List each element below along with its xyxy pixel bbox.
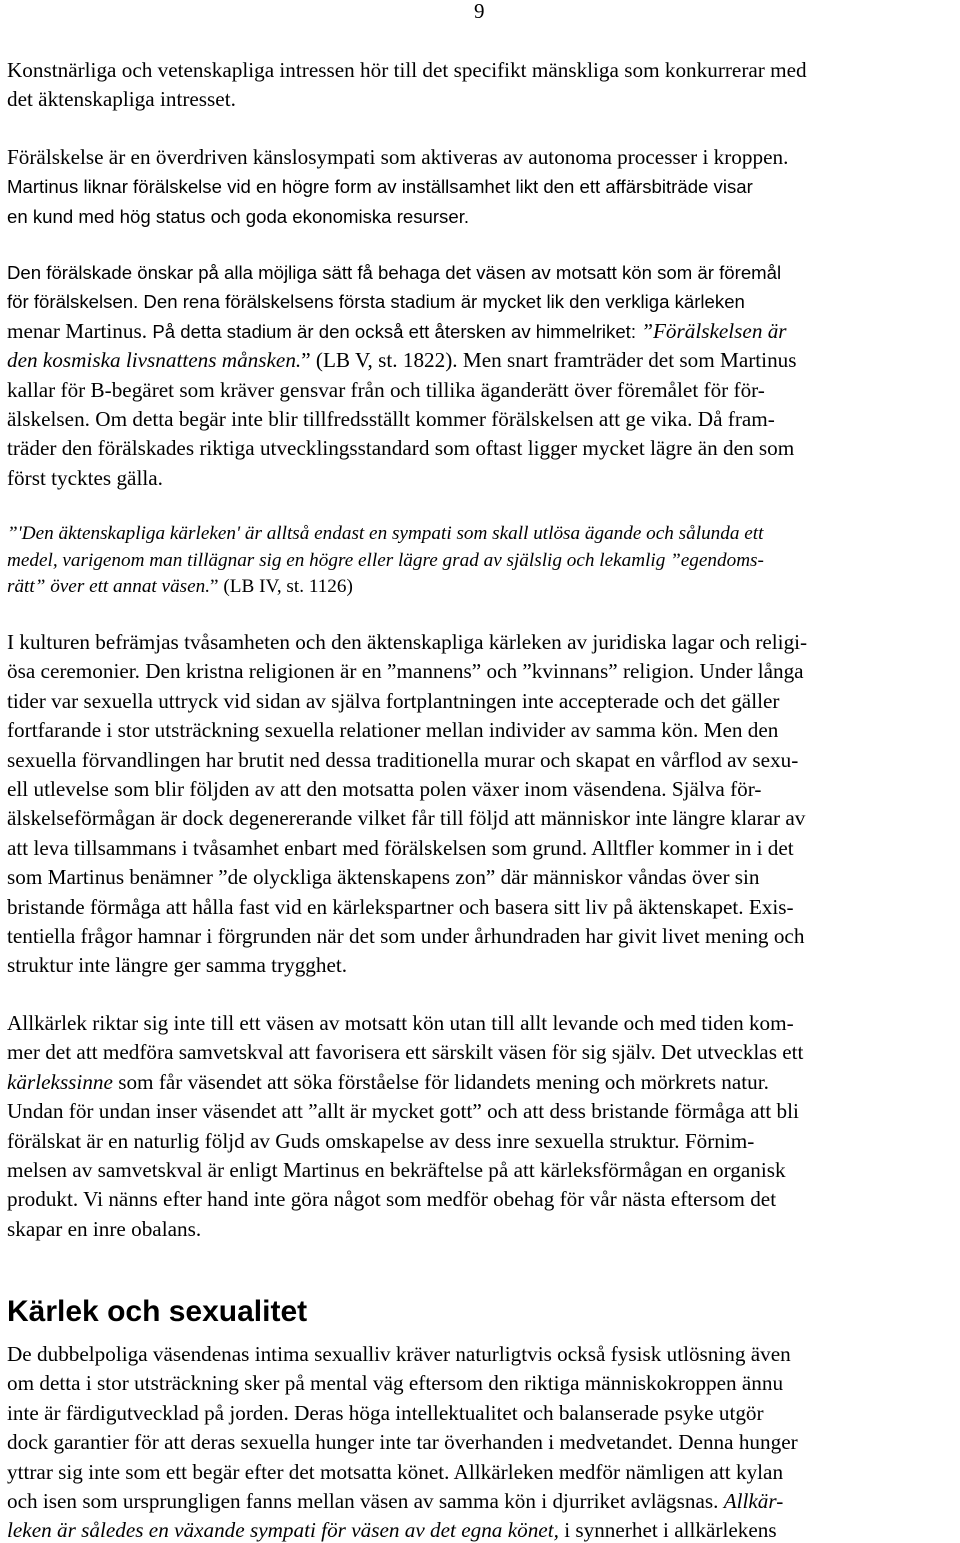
text-run: Den rena förälskelsens första stadium är mycket lik den verkliga kärleken (143, 291, 745, 313)
text-line (7, 434, 960, 463)
text-run: ell utlevelse som blir följden av att den motsatta polen växer inom väsendena. Själva för- (7, 777, 762, 802)
text-run: Då fram- (697, 407, 775, 432)
text-line (7, 1340, 960, 1369)
body-paragraph (7, 1340, 960, 1543)
text-line (7, 1185, 960, 1214)
text-run: först tycktes gälla. (7, 465, 163, 490)
text-run: ösa ceremonier. Den kristna religionen är en ”mannens” och ”kvinnans” religion. Under långa (7, 659, 804, 684)
page-number: 9 (474, 0, 485, 23)
text-run: sexuella förvandlingen har brutit ned dessa traditionella murar och skapat en vårflod av sexu- (7, 747, 799, 772)
text-line (7, 258, 960, 287)
text-line (7, 775, 960, 804)
text-line (7, 56, 960, 85)
text-run: en kund med hög status och goda ekonomiska resurser. (7, 205, 470, 227)
body-paragraph (7, 628, 960, 981)
text-run: älskelseförmågan är dock degenererande vilket får till följd att människor inte längre klarar av (7, 806, 806, 831)
text-run: produkt. Vi nänns efter hand inte göra något som medför obehag för vår nästa eftersom det (7, 1187, 777, 1212)
text-run: Martinus liknar förälskelse vid en högre form av inställsamhet likt den ett affärsbiträde visar (7, 176, 753, 198)
text-line (7, 1038, 960, 1067)
text-line (7, 574, 960, 601)
text-run: dock garantier för att deras sexuella hunger inte tar överhanden i medvetandet. Denna hunger (7, 1430, 798, 1455)
text-line (7, 1127, 960, 1156)
text-line (7, 1428, 960, 1457)
text-run: älskelsen. (7, 407, 96, 432)
section-heading: Kärlek och sexualitet (7, 1295, 308, 1328)
text-run: Den förälskade önskar på alla möjliga sätt få behaga det väsen av motsatt kön som är föremål (7, 262, 782, 283)
block-quote (7, 521, 960, 601)
text-line (7, 1399, 960, 1428)
text-run: struktur inte längre ger samma trygghet. (7, 953, 348, 978)
text-line (7, 834, 960, 863)
text-line (7, 1156, 960, 1185)
text-run: melsen av samvetskval är enligt Martinus en bekräftelse på att kärleksförmågan en organisk (7, 1158, 786, 1183)
text-line (7, 287, 960, 316)
text-run: det äktenskapliga intresset. (7, 87, 236, 112)
text-line (7, 893, 960, 922)
text-run: I kulturen befrämjas tvåsamheten och den äktenskapliga kärleken av juridiska lagar och religi- (7, 630, 808, 654)
text-run: som Martinus benämner ”de olyckliga äktenskapens zon” där människor våndas över sin (7, 865, 760, 890)
text-run: På detta stadium är den också ett återsken av himmelriket: (152, 320, 642, 342)
text-line (7, 85, 960, 114)
text-line (7, 143, 960, 172)
text-line (7, 172, 960, 201)
text-run: rätt” över ett annat väsen. (7, 576, 211, 597)
text-run: för förälskelsen. (7, 291, 144, 313)
text-line (7, 376, 960, 405)
text-run: bristande förmåga att hålla fast vid en kärlekspartner och basera sitt liv på äktenskapet. Exis- (7, 894, 794, 919)
text-line (7, 1458, 960, 1487)
text-run: att leva tillsammans i tvåsamhet enbart med förälskelsen som grund. Alltfler kommer in i det (7, 835, 794, 860)
text-run: ”'Den äktenskapliga kärleken' är alltså endast en sympati som skall utlösa ägande och sålunda ett (7, 523, 764, 544)
text-line (7, 863, 960, 892)
text-run: yttrar sig inte som ett begär efter det motsatta könet. Allkärleken medför nämligen att kylan (7, 1459, 784, 1484)
text-run: Om detta begär inte blir tillfredsställt kommer förälskelsen att ge vika. (95, 407, 698, 432)
text-line (7, 1068, 960, 1097)
text-run: som får väsendet att söka förståelse för lidandets mening och mörkrets natur. (112, 1069, 769, 1094)
text-run: De dubbelpoliga väsendenas intima sexualliv kräver naturligtvis också fysisk utlösning även (7, 1342, 791, 1366)
text-line (7, 405, 960, 434)
text-run: träder den förälskades riktiga utvecklingsstandard som oftast ligger mycket lägre än den som (7, 436, 795, 461)
text-run: tentiella frågor hamnar i förgrunden när det som under århundraden har givit livet mening och (7, 924, 805, 949)
text-run: leken är således en växande sympati för väsen av det egna könet, (7, 1518, 559, 1543)
text-line (7, 1487, 960, 1516)
text-line (7, 687, 960, 716)
text-line (7, 804, 960, 833)
text-run: medel, varigenom man tillägnar sig en högre eller lägre grad av själslig och lekamlig ”egendoms- (7, 549, 764, 571)
text-run: kärlekssinne (7, 1069, 113, 1094)
text-run: inte är färdigutvecklad på jorden. Deras höga intellektualitet och balanserade psyke utgör (7, 1400, 764, 1425)
text-line (7, 1009, 960, 1038)
text-line (7, 548, 960, 575)
text-run: tider var sexuella uttryck vid sidan av själva fortplantningen inte accepterade och det gäller (7, 688, 780, 713)
text-line (7, 317, 960, 346)
text-line (7, 1215, 960, 1244)
body-paragraph (7, 258, 960, 493)
text-run: i synnerhet i allkärlekens (558, 1518, 777, 1543)
text-line (7, 716, 960, 745)
text-run: ” (LB IV, st. 1126) (210, 576, 353, 597)
text-line (7, 1369, 960, 1398)
text-run: skapar en inre obalans. (7, 1216, 202, 1241)
text-line (7, 657, 960, 686)
text-run: Konstnärliga och vetenskapliga intressen hör till det specifikt mänskliga som konkurrerar med (7, 58, 807, 82)
text-run: menar Martinus. (7, 318, 153, 343)
text-run: kallar för B-begäret som kräver gensvar från och tillika äganderätt över föremålet för för- (7, 377, 765, 402)
text-run: ” (LB V, st. 1822). (301, 348, 463, 373)
text-run: och isen som ursprungligen fanns mellan väsen av samma kön i djurriket avlägsnas. (7, 1489, 724, 1514)
text-run: mer det att medföra samvetskval att favorisera ett särskilt väsen för sig själv. Det utvecklas ett (7, 1040, 804, 1065)
text-line (7, 346, 960, 375)
text-line (7, 202, 960, 231)
text-line (7, 1097, 960, 1126)
text-run: ”Förälskelsen är (641, 318, 787, 343)
text-line (7, 521, 960, 548)
text-line (7, 746, 960, 775)
text-run: Undan för undan inser väsendet att ”allt är mycket gott” och att dess bristande förmåga att bli (7, 1099, 799, 1124)
text-line (7, 951, 960, 980)
text-run: Förälskelse är en överdriven känslosympati som aktiveras av autonoma processer i kroppen. (7, 145, 789, 169)
text-run: om detta i stor utsträckning sker på mental väg eftersom den riktiga människokroppen ännu (7, 1371, 784, 1396)
text-line (7, 464, 960, 493)
text-run: Men snart framträder det som Martinus (462, 348, 797, 373)
text-line (7, 922, 960, 951)
text-run: den kosmiska livsnattens månsken. (7, 348, 302, 373)
text-line (7, 1516, 960, 1543)
text-run: förälskat är en naturlig följd av Guds omskapelse av dess inre sexuella struktur. Förnim- (7, 1128, 755, 1153)
body-paragraph (7, 1009, 960, 1244)
text-run: Allkärlek riktar sig inte till ett väsen av motsatt kön utan till allt levande och med tiden kom- (7, 1011, 794, 1035)
body-paragraph (7, 56, 960, 115)
body-paragraph (7, 143, 960, 231)
text-run: fortfarande i stor utsträckning sexuella relationer mellan individer av samma kön. Men den (7, 718, 779, 743)
text-run: Allkär- (723, 1489, 784, 1514)
text-line (7, 628, 960, 657)
